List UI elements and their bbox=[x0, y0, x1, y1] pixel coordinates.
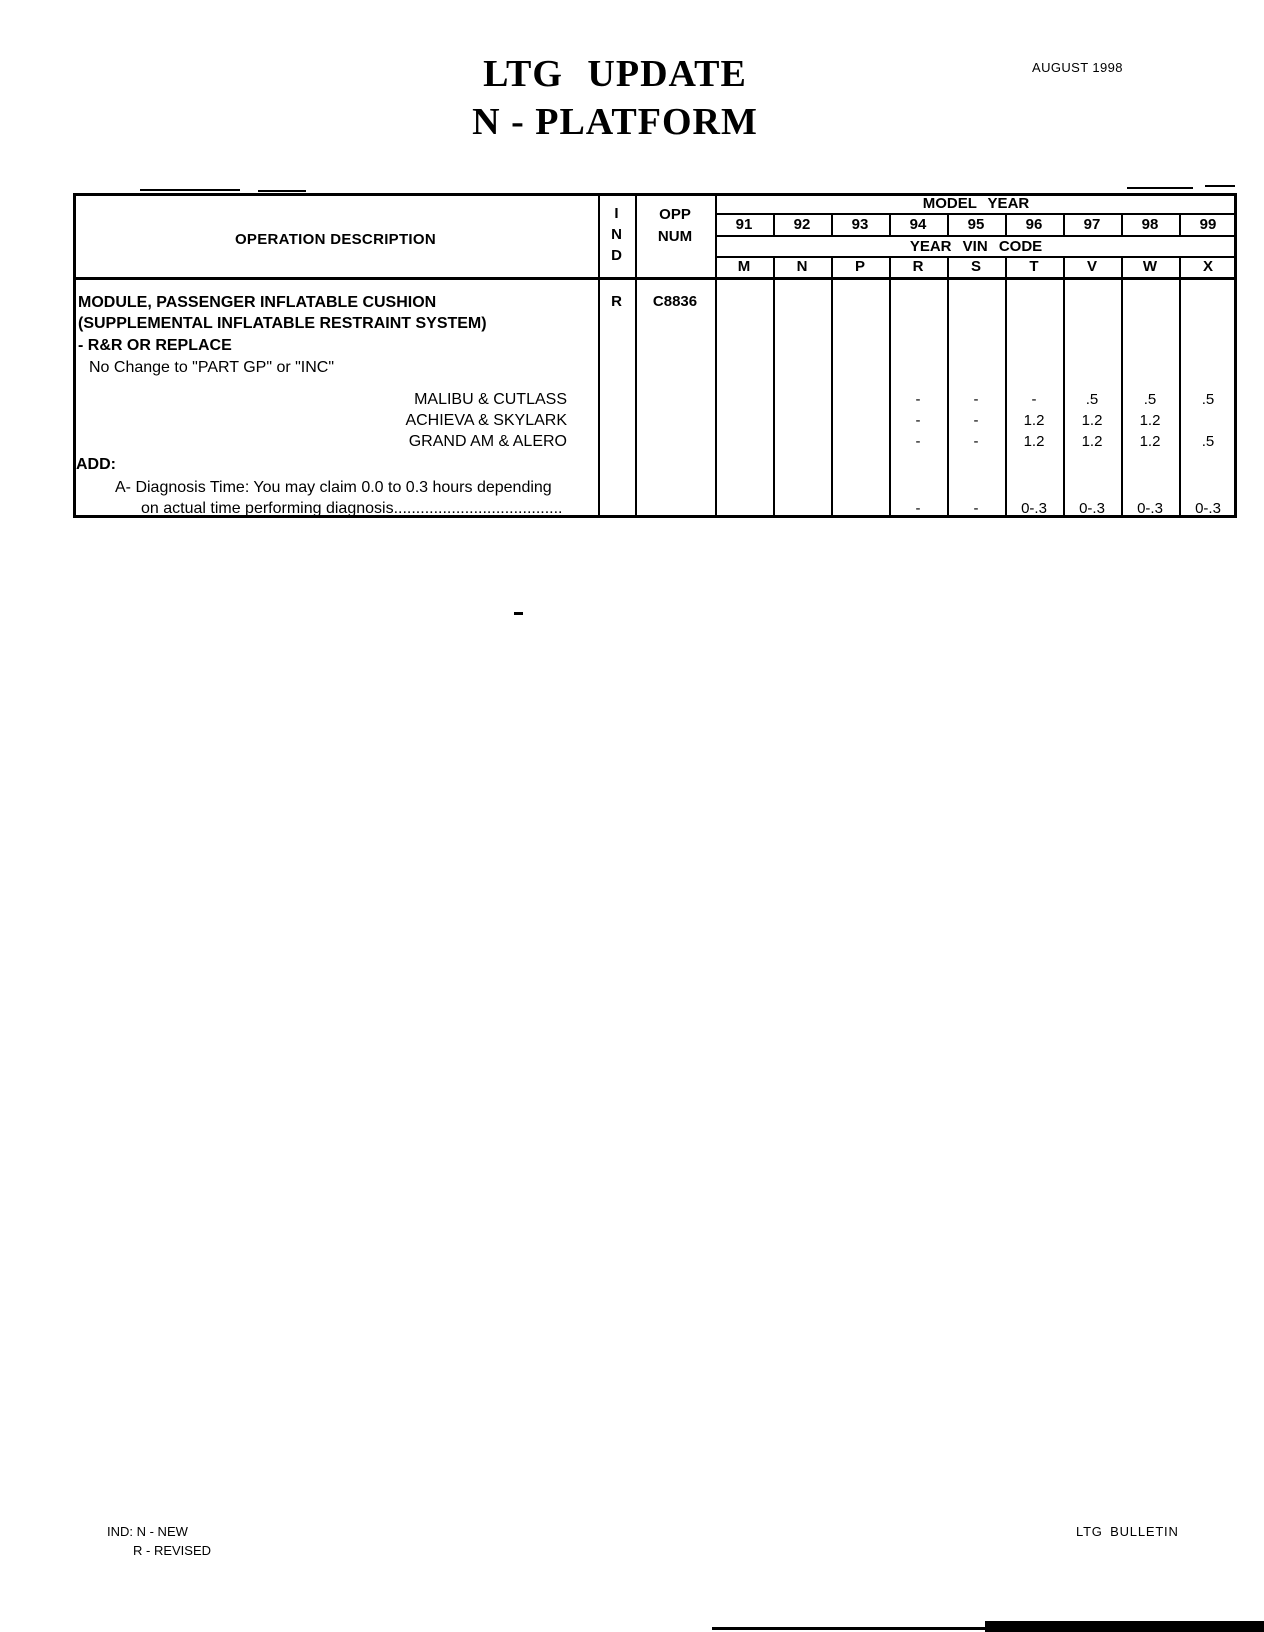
scan-artifact bbox=[1205, 185, 1235, 187]
labor-time-table bbox=[73, 193, 1237, 518]
year-header-92: 92 bbox=[793, 216, 811, 233]
value-98: .5 bbox=[1143, 391, 1157, 408]
value-95: - bbox=[973, 500, 979, 517]
date-label: AUGUST 1998 bbox=[1032, 60, 1123, 75]
page-subtitle: N - PLATFORM bbox=[472, 101, 758, 143]
column-header-operation-description: OPERATION DESCRIPTION bbox=[234, 231, 437, 248]
table-row bbox=[73, 411, 1237, 431]
value-96: - bbox=[1031, 391, 1037, 408]
scan-artifact bbox=[140, 189, 240, 191]
vin-code-x: X bbox=[1202, 258, 1213, 275]
grid-line bbox=[1179, 256, 1181, 518]
bulletin-label: LTG BULLETIN bbox=[1076, 1524, 1179, 1539]
year-header-95: 95 bbox=[967, 216, 985, 233]
year-header-94: 94 bbox=[909, 216, 927, 233]
value-95: - bbox=[973, 412, 979, 429]
grid-line bbox=[831, 256, 833, 518]
grid-line bbox=[1005, 256, 1007, 518]
grid-line bbox=[889, 256, 891, 518]
opp-word: NUM bbox=[657, 228, 693, 245]
column-header-opp-num bbox=[635, 204, 715, 248]
value-95: - bbox=[973, 433, 979, 450]
grid-line bbox=[715, 235, 1237, 237]
ind-letter: D bbox=[611, 247, 622, 264]
vin-code-t: T bbox=[1029, 258, 1039, 275]
value-94: - bbox=[915, 500, 921, 517]
operation-title-line: MODULE, PASSENGER INFLATABLE CUSHION bbox=[78, 294, 437, 311]
year-header-96: 96 bbox=[1025, 216, 1043, 233]
vin-code-s: S bbox=[970, 258, 981, 275]
ind-letter: N bbox=[611, 226, 622, 243]
grid-line bbox=[947, 256, 949, 518]
value-94: - bbox=[915, 391, 921, 408]
scan-artifact bbox=[258, 190, 306, 192]
ind-legend-new: IND: N - NEW bbox=[107, 1524, 188, 1539]
vin-code-m: M bbox=[737, 258, 751, 275]
value-97: 1.2 bbox=[1081, 433, 1103, 450]
value-97: 1.2 bbox=[1081, 412, 1103, 429]
ind-legend-revised: R - REVISED bbox=[133, 1543, 212, 1558]
value-98: 0-.3 bbox=[1137, 500, 1163, 517]
column-header-ind bbox=[598, 203, 635, 266]
year-header-97: 97 bbox=[1083, 216, 1101, 233]
grid-line bbox=[715, 213, 1237, 215]
value-95: - bbox=[973, 391, 979, 408]
year-header-98: 98 bbox=[1141, 216, 1159, 233]
vin-code-w: W bbox=[1142, 258, 1158, 275]
table-row bbox=[73, 432, 1237, 452]
opp-word: OPP bbox=[659, 206, 691, 223]
ind-letter: I bbox=[614, 205, 619, 222]
grid-line bbox=[1121, 256, 1123, 518]
scan-artifact bbox=[1127, 187, 1193, 189]
value-97: 0-.3 bbox=[1079, 500, 1105, 517]
value-96: 1.2 bbox=[1023, 433, 1045, 450]
year-header-91: 91 bbox=[735, 216, 753, 233]
diagnosis-line: A- Diagnosis Time: You may claim 0.0 to 0.3 hours depending bbox=[115, 479, 552, 496]
column-header-model-year: MODEL YEAR bbox=[922, 195, 1030, 212]
vehicle-label: MALIBU & CUTLASS bbox=[414, 391, 567, 408]
ind-value: R bbox=[611, 293, 622, 310]
vehicle-label: ACHIEVA & SKYLARK bbox=[405, 412, 567, 429]
operation-action-line: - R&R OR REPLACE bbox=[78, 337, 232, 354]
operation-title-line: (SUPPLEMENTAL INFLATABLE RESTRAINT SYSTEM) bbox=[78, 315, 487, 332]
value-98: 1.2 bbox=[1139, 412, 1161, 429]
diagnosis-line: on actual time performing diagnosis...................................... bbox=[141, 500, 563, 517]
table-row bbox=[73, 500, 1237, 518]
year-header-93: 93 bbox=[851, 216, 869, 233]
value-99: .5 bbox=[1201, 433, 1215, 450]
value-96: 0-.3 bbox=[1021, 500, 1047, 517]
scan-artifact bbox=[712, 1627, 992, 1630]
value-99: 0-.3 bbox=[1195, 500, 1221, 517]
value-94: - bbox=[915, 412, 921, 429]
table-row bbox=[73, 390, 1237, 410]
vin-code-p: P bbox=[854, 258, 865, 275]
value-99: .5 bbox=[1201, 391, 1215, 408]
scan-artifact bbox=[514, 612, 523, 615]
value-98: 1.2 bbox=[1139, 433, 1161, 450]
column-header-year-vin-code: YEAR VIN CODE bbox=[909, 238, 1043, 255]
grid-line bbox=[73, 277, 1237, 280]
vin-code-r: R bbox=[912, 258, 924, 275]
value-94: - bbox=[915, 433, 921, 450]
vin-code-n: N bbox=[796, 258, 808, 275]
vin-code-v: V bbox=[1086, 258, 1097, 275]
value-96: 1.2 bbox=[1023, 412, 1045, 429]
add-label: ADD: bbox=[76, 456, 116, 473]
year-header-99: 99 bbox=[1199, 216, 1217, 233]
opp-num-value: C8836 bbox=[652, 293, 698, 310]
page-title: LTG UPDATE bbox=[483, 53, 747, 95]
value-97: .5 bbox=[1085, 391, 1099, 408]
vehicle-label: GRAND AM & ALERO bbox=[408, 433, 567, 450]
grid-line bbox=[773, 256, 775, 518]
scan-artifact bbox=[985, 1621, 1264, 1632]
grid-line bbox=[1063, 256, 1065, 518]
operation-note-line: No Change to "PART GP" or "INC" bbox=[89, 359, 335, 376]
